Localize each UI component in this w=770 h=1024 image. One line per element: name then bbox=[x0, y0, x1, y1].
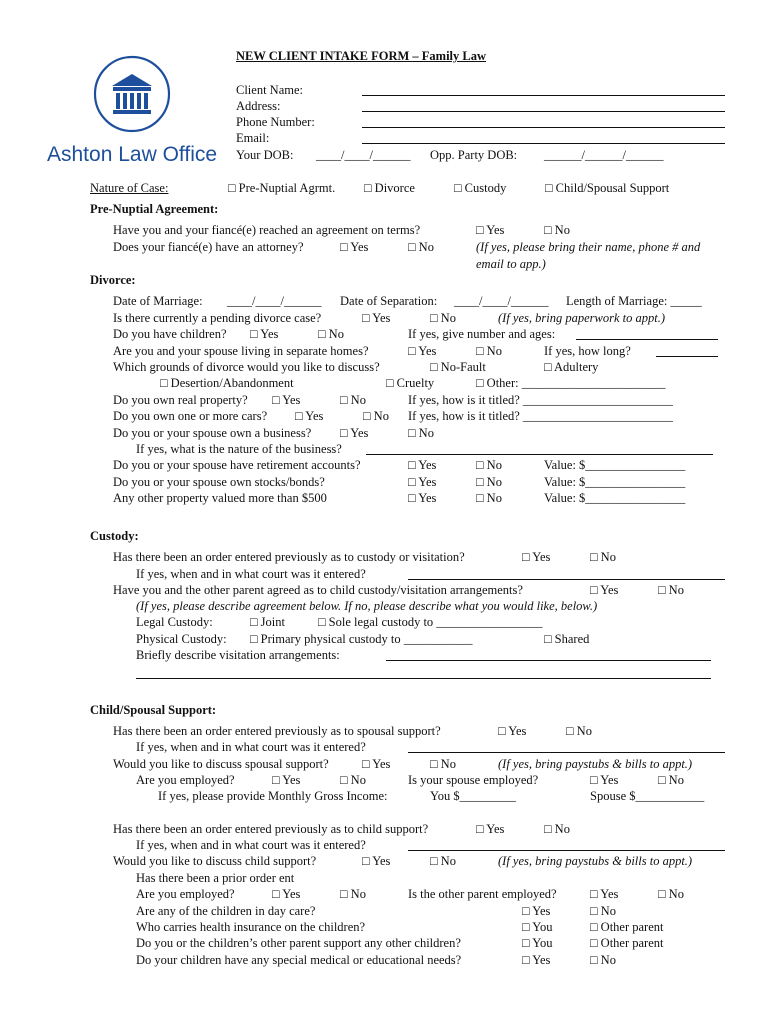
real-property-q: Do you own real property? bbox=[113, 393, 248, 407]
other-property-q: Any other property valued more than $500 bbox=[113, 491, 327, 505]
child-discuss-q: Would you like to discuss child support? bbox=[113, 854, 317, 868]
other-children-q: Do you or the children’s other parent support any other children? bbox=[136, 936, 461, 950]
retirement-value[interactable]: Value: $________________ bbox=[544, 458, 686, 472]
business-q: Do you or your spouse own a business? bbox=[113, 426, 312, 440]
real-property-yes[interactable]: □ Yes bbox=[272, 393, 301, 407]
children-yes[interactable]: □ Yes bbox=[250, 327, 279, 341]
custody-agreed-no[interactable]: □ No bbox=[658, 583, 684, 597]
support-heading: Child/Spousal Support: bbox=[90, 703, 217, 717]
visitation-field-2[interactable] bbox=[136, 678, 711, 679]
how-long-label: If yes, how long? bbox=[544, 344, 631, 358]
marriage-date-label: Date of Marriage: bbox=[113, 294, 203, 308]
child-order-no[interactable]: □ No bbox=[544, 822, 570, 836]
client-name-field[interactable] bbox=[362, 95, 725, 96]
other-parent-employed-yes[interactable]: □ Yes bbox=[590, 887, 619, 901]
employed-no[interactable]: □ No bbox=[340, 773, 366, 787]
custody-describe-note: (If yes, please describe agreement below. If no, please describe what you would like, below.) bbox=[136, 599, 598, 613]
cars-titled[interactable]: If yes, how is it titled? ________________________ bbox=[408, 409, 673, 423]
spouse-employed-no[interactable]: □ No bbox=[658, 773, 684, 787]
child-court-field[interactable] bbox=[408, 850, 725, 851]
children-ages-label: If yes, give number and ages: bbox=[408, 327, 556, 341]
custody-court-field[interactable] bbox=[408, 579, 725, 580]
desertion-checkbox[interactable]: □ Desertion/Abandonment bbox=[160, 376, 294, 390]
other-grounds-checkbox[interactable]: □ Other: _______________________ bbox=[476, 376, 666, 390]
child-employed-yes[interactable]: □ Yes bbox=[272, 887, 301, 901]
prior-order-q: Has there been a prior order ent bbox=[136, 871, 295, 885]
other-property-no[interactable]: □ No bbox=[476, 491, 502, 505]
other-property-yes[interactable]: □ Yes bbox=[408, 491, 437, 505]
child-court-label: If yes, when and in what court was it entered? bbox=[136, 838, 366, 852]
employed-q: Are you employed? bbox=[136, 773, 235, 787]
custody-order-q: Has there been an order entered previously as to custody or visitation? bbox=[113, 550, 465, 564]
other-parent-employed-no[interactable]: □ No bbox=[658, 887, 684, 901]
prenup-heading: Pre-Nuptial Agreement: bbox=[90, 202, 219, 216]
special-needs-no[interactable]: □ No bbox=[590, 953, 616, 967]
prenup-q1-yes[interactable]: □ Yes bbox=[476, 223, 505, 237]
business-no[interactable]: □ No bbox=[408, 426, 434, 440]
custody-agreed-yes[interactable]: □ Yes bbox=[590, 583, 619, 597]
pending-yes[interactable]: □ Yes bbox=[362, 311, 391, 325]
retirement-q: Do you or your spouse have retirement accounts? bbox=[113, 458, 361, 472]
child-order-q: Has there been an order entered previously as to child support? bbox=[113, 822, 429, 836]
daycare-yes[interactable]: □ Yes bbox=[522, 904, 551, 918]
pending-note: (If yes, bring paperwork to appt.) bbox=[498, 311, 665, 325]
legal-sole-checkbox[interactable]: □ Sole legal custody to _________________ bbox=[318, 615, 543, 629]
stocks-q: Do you or your spouse own stocks/bonds? bbox=[113, 475, 325, 489]
separate-no[interactable]: □ No bbox=[476, 344, 502, 358]
separation-date-label: Date of Separation: bbox=[340, 294, 438, 308]
spousal-paystubs-note: (If yes, bring paystubs & bills to appt.) bbox=[498, 757, 693, 771]
other-parent-employed-q: Is the other parent employed? bbox=[408, 887, 557, 901]
opp-dob-field[interactable]: ______/______/______ bbox=[544, 148, 664, 162]
nature-custody-checkbox[interactable]: □ Custody bbox=[454, 181, 507, 195]
prenup-q1: Have you and your fiancé(e) reached an agreement on terms? bbox=[113, 223, 421, 237]
you-income-field[interactable]: You $_________ bbox=[430, 789, 516, 803]
children-no[interactable]: □ No bbox=[318, 327, 344, 341]
visitation-field-1[interactable] bbox=[386, 660, 711, 661]
spousal-discuss-no[interactable]: □ No bbox=[430, 757, 456, 771]
divorce-heading: Divorce: bbox=[90, 273, 136, 287]
nature-label: Nature of Case: bbox=[90, 181, 169, 195]
physical-custody-label: Physical Custody: bbox=[136, 632, 227, 646]
separation-date-field[interactable]: ____/____/______ bbox=[454, 294, 549, 308]
pending-no[interactable]: □ No bbox=[430, 311, 456, 325]
nature-support-checkbox[interactable]: □ Child/Spousal Support bbox=[545, 181, 670, 195]
child-discuss-no[interactable]: □ No bbox=[430, 854, 456, 868]
grounds-q: Which grounds of divorce would you like to discuss? bbox=[113, 360, 380, 374]
logo-text: Ashton Law Office bbox=[47, 143, 218, 166]
gross-income-label: If yes, please provide Monthly Gross Income: bbox=[158, 789, 388, 803]
cars-q: Do you own one or more cars? bbox=[113, 409, 268, 423]
health-you[interactable]: □ You bbox=[522, 920, 553, 934]
cars-no[interactable]: □ No bbox=[363, 409, 389, 423]
retirement-no[interactable]: □ No bbox=[476, 458, 502, 472]
courthouse-logo-icon bbox=[92, 52, 172, 136]
custody-order-no[interactable]: □ No bbox=[590, 550, 616, 564]
daycare-no[interactable]: □ No bbox=[590, 904, 616, 918]
physical-shared-checkbox[interactable]: □ Shared bbox=[544, 632, 590, 646]
spousal-discuss-yes[interactable]: □ Yes bbox=[362, 757, 391, 771]
other-children-other-parent[interactable]: □ Other parent bbox=[590, 936, 664, 950]
prenup-note-1: (If yes, please bring their name, phone # and bbox=[476, 240, 701, 254]
child-paystubs-note: (If yes, bring paystubs & bills to appt.) bbox=[498, 854, 693, 868]
custody-heading: Custody: bbox=[90, 529, 139, 543]
spouse-income-field[interactable]: Spouse $___________ bbox=[590, 789, 705, 803]
stocks-no[interactable]: □ No bbox=[476, 475, 502, 489]
prenup-q2-yes[interactable]: □ Yes bbox=[340, 240, 369, 254]
nofault-checkbox[interactable]: □ No-Fault bbox=[430, 360, 486, 374]
daycare-q: Are any of the children in day care? bbox=[136, 904, 316, 918]
form-title: NEW CLIENT INTAKE FORM – Family Law bbox=[236, 49, 487, 63]
children-ages-field[interactable] bbox=[576, 339, 718, 340]
child-order-yes[interactable]: □ Yes bbox=[476, 822, 505, 836]
special-needs-yes[interactable]: □ Yes bbox=[522, 953, 551, 967]
legal-custody-label: Legal Custody: bbox=[136, 615, 213, 629]
business-nature-label: If yes, what is the nature of the business? bbox=[136, 442, 342, 456]
business-nature-field[interactable] bbox=[366, 454, 713, 455]
nature-prenup-checkbox[interactable]: □ Pre-Nuptial Agrmt. bbox=[228, 181, 336, 195]
how-long-field[interactable] bbox=[656, 356, 718, 357]
stocks-yes[interactable]: □ Yes bbox=[408, 475, 437, 489]
real-property-titled[interactable]: If yes, how is it titled? ________________________ bbox=[408, 393, 673, 407]
dob-label: Your DOB: bbox=[236, 148, 294, 162]
spousal-court-label: If yes, when and in what court was it entered? bbox=[136, 740, 366, 754]
legal-joint-checkbox[interactable]: □ Joint bbox=[250, 615, 285, 629]
child-employed-q: Are you employed? bbox=[136, 887, 235, 901]
phone-label: Phone Number: bbox=[236, 115, 315, 129]
spouse-employed-q: Is your spouse employed? bbox=[408, 773, 539, 787]
special-needs-q: Do your children have any special medical or educational needs? bbox=[136, 953, 462, 967]
child-discuss-yes[interactable]: □ Yes bbox=[362, 854, 391, 868]
prenup-note-2: email to app.) bbox=[476, 257, 546, 271]
address-label: Address: bbox=[236, 99, 281, 113]
phone-field[interactable] bbox=[362, 127, 725, 128]
cruelty-checkbox[interactable]: □ Cruelty bbox=[386, 376, 435, 390]
spouse-employed-yes[interactable]: □ Yes bbox=[590, 773, 619, 787]
physical-primary-checkbox[interactable]: □ Primary physical custody to ___________ bbox=[250, 632, 473, 646]
nature-divorce-checkbox[interactable]: □ Divorce bbox=[364, 181, 415, 195]
prenup-q1-no[interactable]: □ No bbox=[544, 223, 570, 237]
client-name-label: Client Name: bbox=[236, 83, 303, 97]
retirement-yes[interactable]: □ Yes bbox=[408, 458, 437, 472]
separate-yes[interactable]: □ Yes bbox=[408, 344, 437, 358]
prenup-q2: Does your fiancé(e) have an attorney? bbox=[113, 240, 304, 254]
adultery-checkbox[interactable]: □ Adultery bbox=[544, 360, 599, 374]
custody-agreed-q: Have you and the other parent agreed as to child custody/visitation arrangements? bbox=[113, 583, 523, 597]
health-other-parent[interactable]: □ Other parent bbox=[590, 920, 664, 934]
separate-q: Are you and your spouse living in separate homes? bbox=[113, 344, 369, 358]
email-field[interactable] bbox=[362, 143, 725, 144]
child-employed-no[interactable]: □ No bbox=[340, 887, 366, 901]
email-label: Email: bbox=[236, 131, 270, 145]
spousal-court-field[interactable] bbox=[408, 752, 725, 753]
other-children-you[interactable]: □ You bbox=[522, 936, 553, 950]
marriage-length-field[interactable]: Length of Marriage: _____ bbox=[566, 294, 702, 308]
opp-dob-label: Opp. Party DOB: bbox=[430, 148, 518, 162]
spousal-order-no[interactable]: □ No bbox=[566, 724, 592, 738]
children-q: Do you have children? bbox=[113, 327, 227, 341]
real-property-no[interactable]: □ No bbox=[340, 393, 366, 407]
employed-yes[interactable]: □ Yes bbox=[272, 773, 301, 787]
pending-q: Is there currently a pending divorce case? bbox=[113, 311, 322, 325]
visitation-label: Briefly describe visitation arrangements: bbox=[136, 648, 340, 662]
business-yes[interactable]: □ Yes bbox=[340, 426, 369, 440]
cars-yes[interactable]: □ Yes bbox=[295, 409, 324, 423]
dob-field[interactable]: ____/____/______ bbox=[316, 148, 411, 162]
address-field[interactable] bbox=[362, 111, 725, 112]
custody-order-yes[interactable]: □ Yes bbox=[522, 550, 551, 564]
spousal-order-q: Has there been an order entered previously as to spousal support? bbox=[113, 724, 441, 738]
custody-court-label: If yes, when and in what court was it entered? bbox=[136, 567, 366, 581]
other-property-value[interactable]: Value: $________________ bbox=[544, 491, 686, 505]
stocks-value[interactable]: Value: $________________ bbox=[544, 475, 686, 489]
marriage-date-field[interactable]: ____/____/______ bbox=[227, 294, 322, 308]
spousal-discuss-q: Would you like to discuss spousal support? bbox=[113, 757, 329, 771]
health-q: Who carries health insurance on the children? bbox=[136, 920, 366, 934]
spousal-order-yes[interactable]: □ Yes bbox=[498, 724, 527, 738]
prenup-q2-no[interactable]: □ No bbox=[408, 240, 434, 254]
